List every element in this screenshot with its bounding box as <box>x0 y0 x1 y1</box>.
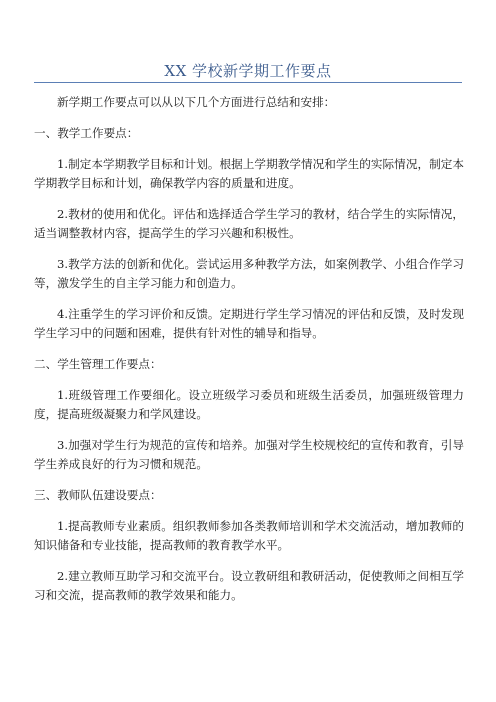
title-underline <box>34 82 462 83</box>
teacher-team-item-1: 1.提高教师专业素质。组织教师参加各类教师培训和学术交流活动，增加教师的知识储备和专业技能，提高教师的教育教学水平。 <box>34 519 464 552</box>
document-body <box>34 93 464 617</box>
teaching-item-3: 3.教学方法的创新和优化。尝试运用多种教学方法，如案例教学、小组合作学习等，激发学生的自主学习能力和创造力。 <box>34 257 464 290</box>
intro-paragraph: 新学期工作要点可以从以下几个方面进行总结和安排： <box>57 95 336 109</box>
student-management-item-3: 3.加强对学生行为规范的宣传和培养。加强对学生校规校纪的宣传和教育，引导学生养成良好的行为习惯和规范。 <box>34 438 464 471</box>
teacher-team-item-2: 2.建立教师互助学习和交流平台。设立教研组和教研活动，促使教师之间相互学习和交流，提高教师的教学效果和能力。 <box>34 569 464 602</box>
section-heading-teaching: 一、教学工作要点： <box>34 126 139 140</box>
student-management-item-1: 1.班级管理工作要细化。设立班级学习委员和班级生活委员，加强班级管理力度，提高班级凝聚力和学风建设。 <box>34 388 464 421</box>
section-heading-teacher-team: 三、教师队伍建设要点： <box>34 488 162 502</box>
teaching-item-4: 4.注重学生的学习评价和反馈。定期进行学生学习情况的评估和反馈，及时发现学生学习中的问题和困难，提供有针对性的辅导和指导。 <box>34 307 464 340</box>
teaching-item-2: 2.教材的使用和优化。评估和选择适合学生学习的教材，结合学生的实际情况，适当调整教材内容，提高学生的学习兴趣和积极性。 <box>34 207 464 240</box>
teaching-item-1: 1.制定本学期教学目标和计划。根据上学期教学情况和学生的实际情况，制定本学期教学目标和计划，确保教学内容的质量和进度。 <box>34 157 464 190</box>
document-title: XX 学校新学期工作要点 <box>164 62 332 80</box>
section-heading-student-management: 二、学生管理工作要点： <box>34 357 162 371</box>
